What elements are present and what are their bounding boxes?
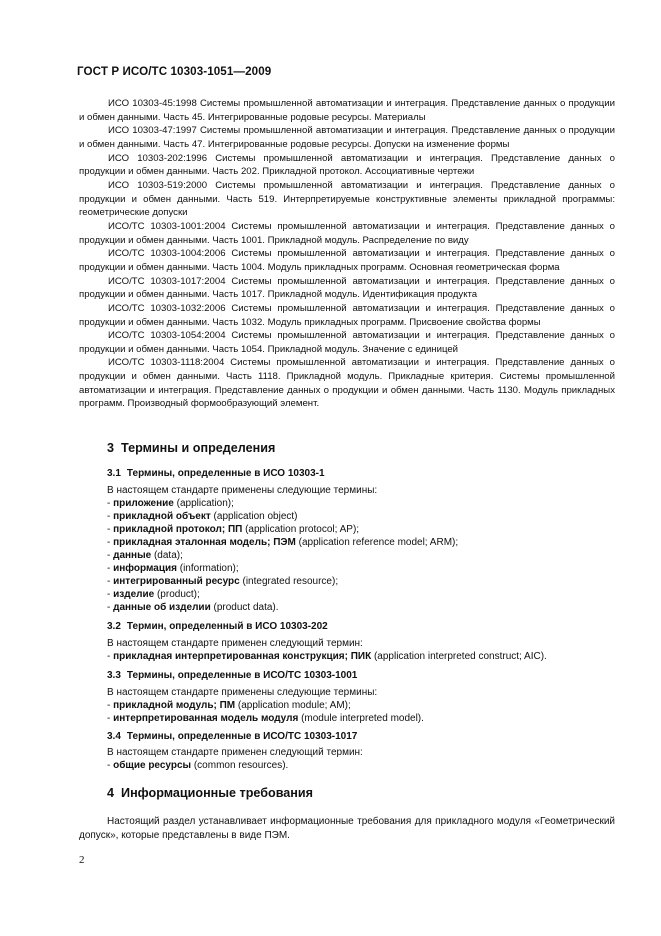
subsection-number: 3.1 bbox=[107, 468, 121, 479]
page-number: 2 bbox=[79, 854, 85, 866]
subsection-3-2-heading bbox=[107, 621, 328, 632]
reference-item: ИСО/ТС 10303-1017:2004 Системы промышленной автоматизации и интеграция. Представление данных о продукции и обмен данными. Часть 1017. Прикладной модуль. Идентификация продукта bbox=[79, 275, 615, 301]
subsection-number: 3.3 bbox=[107, 670, 121, 681]
section-number: 4 bbox=[107, 786, 115, 800]
term-list-item: - данные об изделии (product data). bbox=[107, 602, 279, 613]
term-list-item: - приложение (application); bbox=[107, 498, 234, 509]
term-list-item: - прикладной объект (application object) bbox=[107, 511, 298, 522]
subsection-title: Термин, определенный в ИСО 10303-202 bbox=[126, 621, 328, 632]
subsection-title: Термины, определенные в ИСО 10303-1 bbox=[126, 468, 325, 479]
document-header: ГОСТ Р ИСО/ТС 10303-1051—2009 bbox=[77, 65, 272, 78]
subsection-3-3-heading bbox=[107, 670, 357, 681]
term-list-item: - интерпретированная модель модуля (module interpreted model). bbox=[107, 713, 424, 724]
intro-text: В настоящем стандарте применен следующий термин: bbox=[107, 638, 363, 649]
reference-item: ИСО 10303-519:2000 Системы промышленной автоматизации и интеграция. Представление данных о продукции и обмен данными. Часть 519. Интерпретируемые конструктивные элементы прикладной программы: геометрические допуски bbox=[79, 179, 615, 219]
section-title: Термины и определения bbox=[121, 441, 276, 455]
section-3-heading bbox=[107, 441, 275, 455]
subsection-number: 3.2 bbox=[107, 621, 121, 632]
reference-item: ИСО/ТС 10303-1118:2004 Системы промышленной автоматизации и интеграция. Представление данных о продукции и обмен данными. Часть 1118. Прикладной модуль. Прикладные критерия. Системы промышленной автоматизации и интеграция. Представление данных о продукции и обмен данными. Часть 1130. Модуль прикладных программ. Производный формообразующий элемент. bbox=[79, 357, 615, 410]
term-list-item: - прикладная интерпретированная конструкция; ПИК (application interpreted construct; AIC). bbox=[107, 651, 547, 662]
subsection-title: Термины, определенные в ИСО/ТС 10303-1017 bbox=[126, 731, 358, 742]
section-title: Информационные требования bbox=[121, 786, 313, 800]
term-list-item: - интегрированный ресурс (integrated resource); bbox=[107, 576, 339, 587]
reference-item: ИСО 10303-45:1998 Системы промышленной автоматизации и интеграция. Представление данных о продукции и обмен данными. Часть 45. Интегрированные родовые ресурсы. Материалы bbox=[79, 98, 615, 123]
term-list-item: - прикладной модуль; ПМ (application module; AM); bbox=[107, 700, 351, 711]
intro-text: В настоящем стандарте применены следующие термины: bbox=[107, 485, 378, 496]
reference-item: ИСО/ТС 10303-1004:2006 Системы промышленной автоматизации и интеграция. Представление данных о продукции и обмен данными. Часть 1004. Модуль прикладных программ. Основная геометрическая форма bbox=[79, 248, 615, 273]
reference-item: ИСО/ТС 10303-1054:2004 Системы промышленной автоматизации и интеграция. Представление данных о продукции и обмен данными. Часть 1054. Прикладной модуль. Значение с единицей bbox=[79, 330, 615, 355]
reference-item: ИСО/ТС 10303-1001:2004 Системы промышленной автоматизации и интеграция. Представление данных о продукции и обмен данными. Часть 1001. Прикладной модуль. Распределение по виду bbox=[79, 220, 615, 246]
subsection-3-1-heading bbox=[107, 468, 325, 479]
intro-text: В настоящем стандарте применены следующие термины: bbox=[107, 687, 378, 698]
section-4-heading bbox=[107, 786, 313, 800]
term-list-item: - прикладная эталонная модель; ПЭМ (application reference model; ARM); bbox=[107, 537, 459, 548]
term-list-item: - прикладной протокол; ПП (application protocol; AP); bbox=[107, 524, 360, 535]
subsection-3-2-body bbox=[107, 637, 547, 663]
intro-text: В настоящем стандарте применен следующий термин: bbox=[107, 747, 363, 758]
subsection-title: Термины, определенные в ИСО/ТС 10303-1001 bbox=[126, 670, 358, 681]
subsection-3-4-body bbox=[107, 746, 363, 772]
reference-item: ИСО 10303-202:1996 Системы промышленной автоматизации и интеграция. Представление данных о продукции и обмен данными. Часть 202. Прикладной протокол. Ассоциативные чертежи bbox=[79, 152, 615, 178]
subsection-3-1-body bbox=[107, 484, 458, 614]
term-list-item: - общие ресурсы (common resources). bbox=[107, 760, 289, 771]
reference-item: ИСО/ТС 10303-1032:2006 Системы промышленной автоматизации и интеграция. Представление данных о продукции и обмен данными. Часть 1032. Модуль прикладных программ. Присвоение свойства формы bbox=[79, 302, 615, 328]
term-list-item: - данные (data); bbox=[107, 550, 183, 561]
reference-item: ИСО 10303-47:1997 Системы промышленной автоматизации и интеграция. Представление данных о продукции и обмен данными. Часть 47. Интегрированные родовые ресурсы. Допуски на изменение формы bbox=[79, 125, 615, 150]
subsection-number: 3.4 bbox=[107, 731, 121, 742]
subsection-3-4-heading bbox=[107, 731, 357, 742]
section-number: 3 bbox=[107, 441, 115, 455]
section-4-paragraph: Настоящий раздел устанавливает информационные требования для прикладного модуля «Геометрический допуск», которые представлены в виде ПЭМ. bbox=[79, 816, 615, 841]
term-list-item: - изделие (product); bbox=[107, 589, 200, 600]
term-list-item: - информация (information); bbox=[107, 563, 239, 574]
normative-references bbox=[79, 97, 615, 411]
subsection-3-3-body bbox=[107, 686, 424, 725]
